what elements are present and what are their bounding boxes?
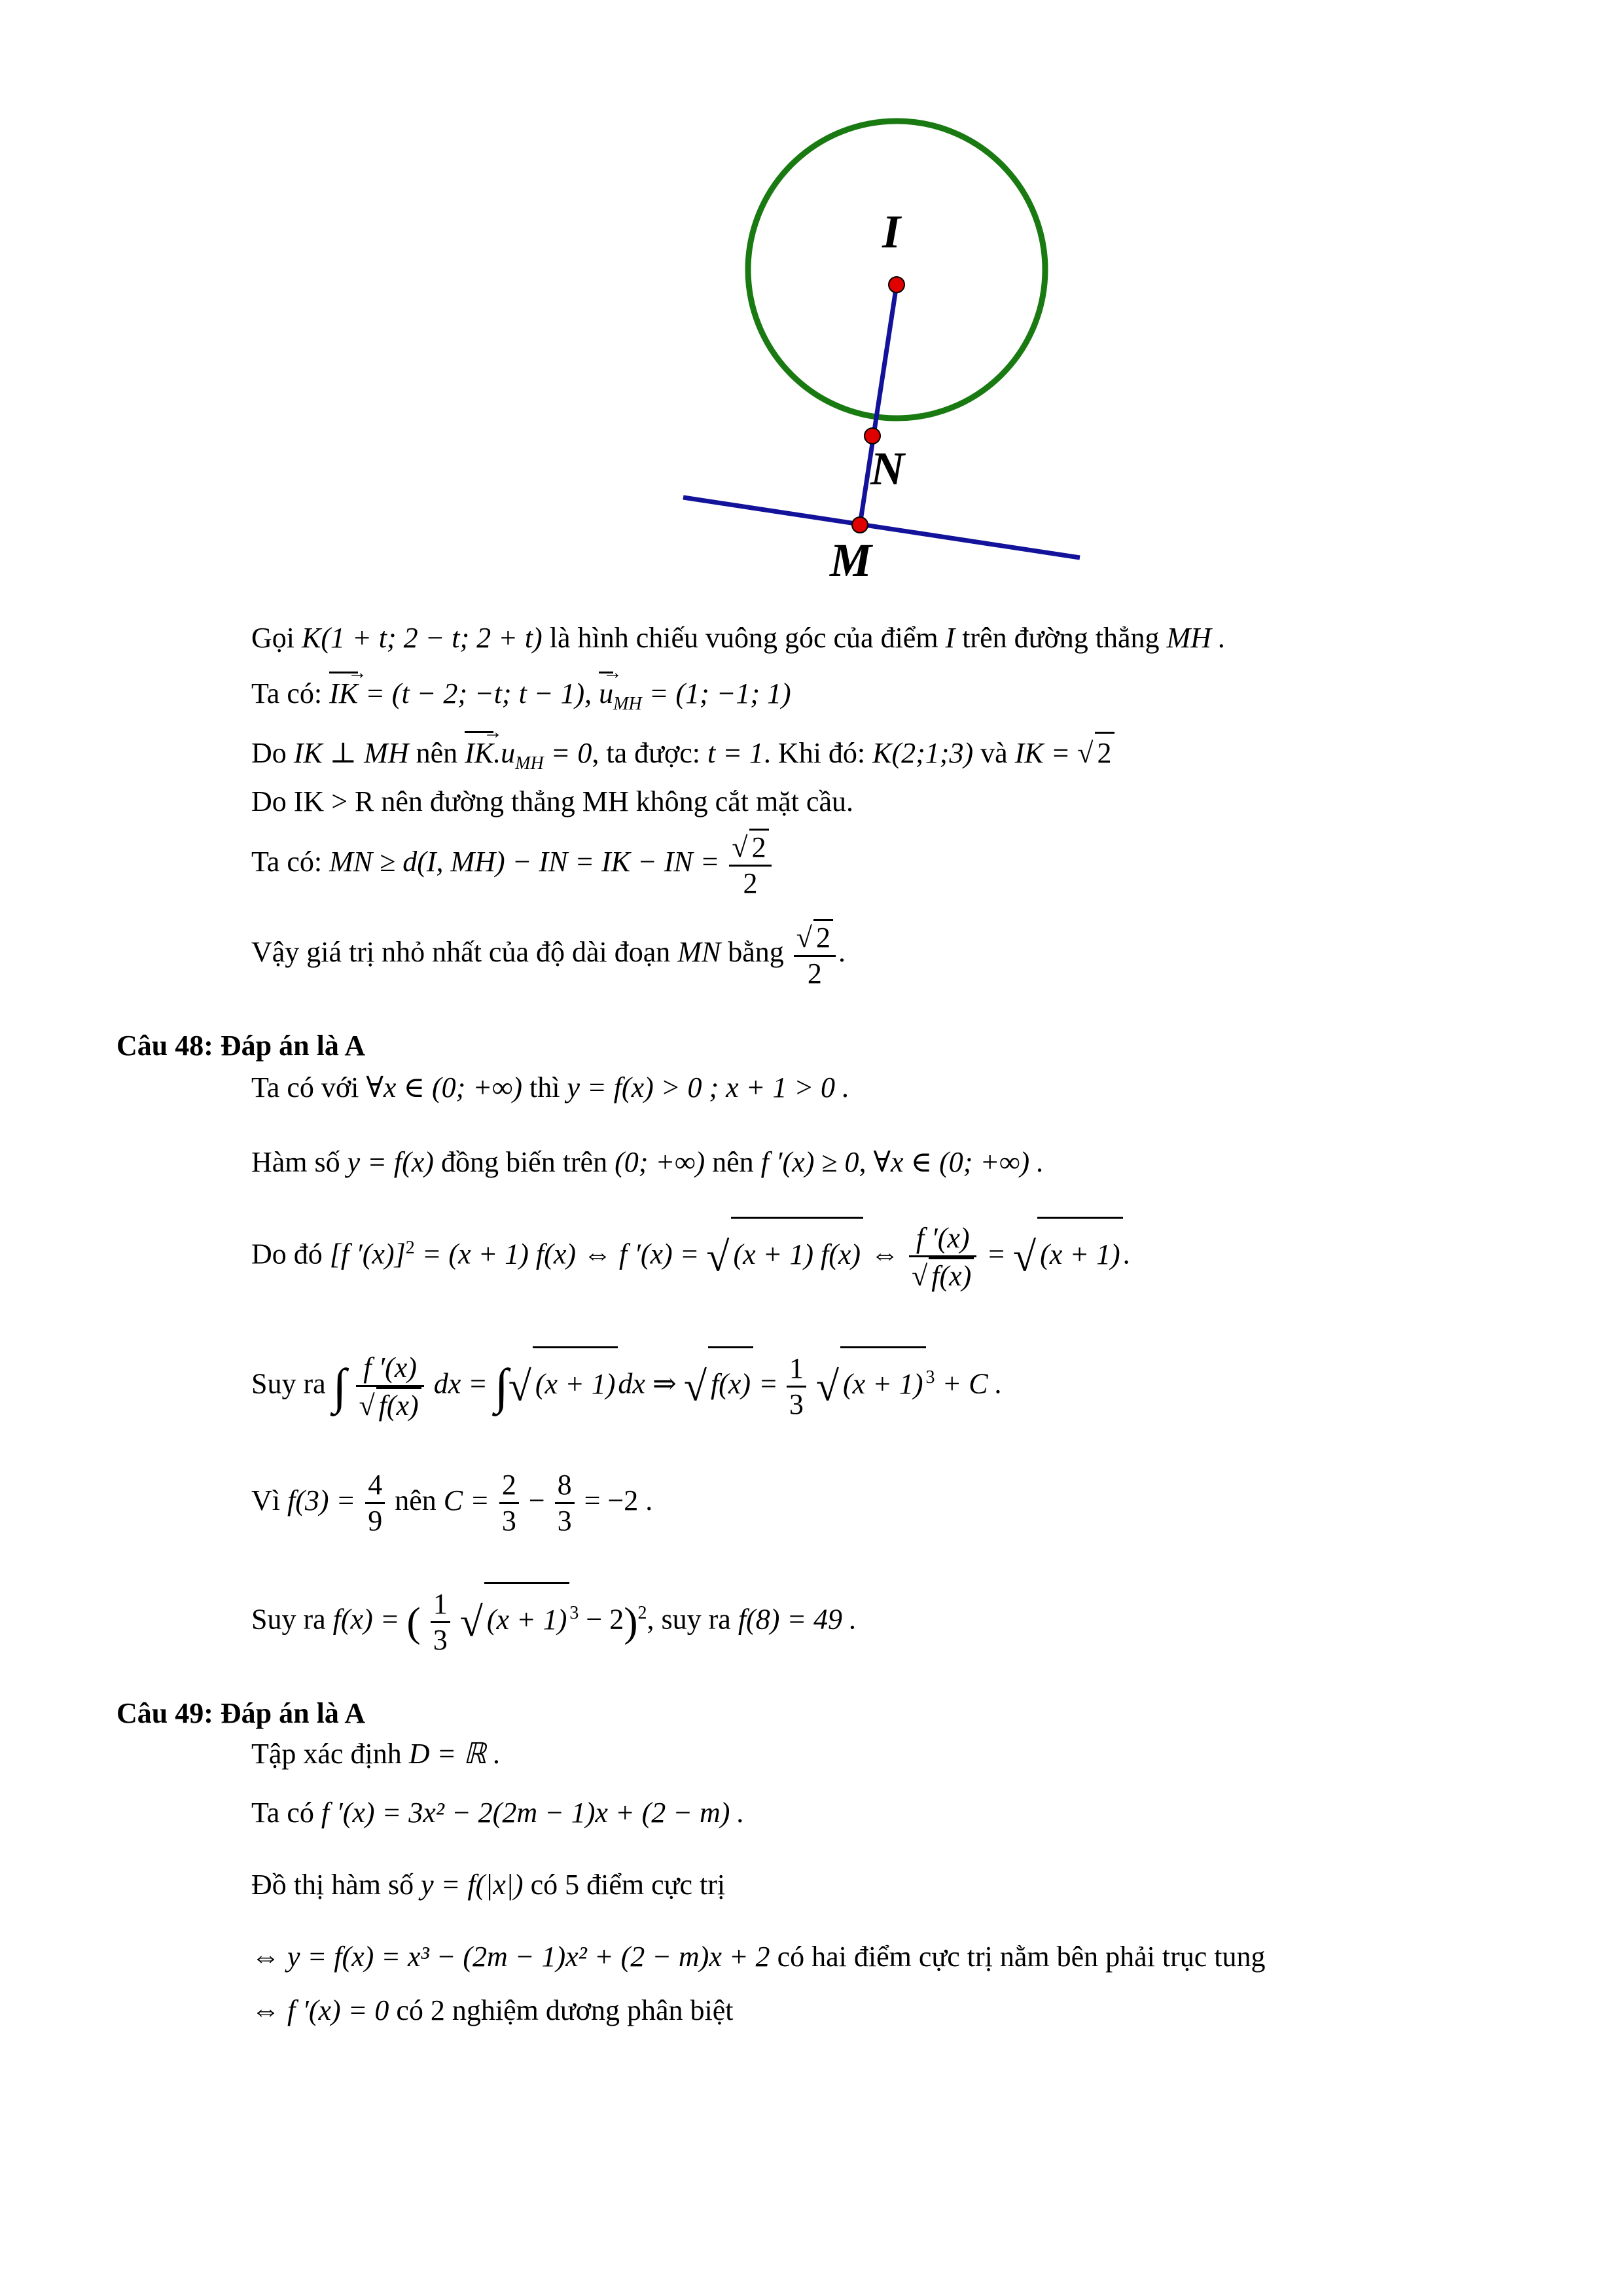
text-line: Do IK ⊥ MH nên IK $\to.u_{MH} = 0$, ta được: t = 1. Khi đó: K(2;1;3) và IK = √ 2 (251, 732, 1115, 783)
text-line: Do đó [f ′(x)]$^2$ = (x + 1) f(x) ⇔ f ′(x) = √ (x + 1) f(x) ⇔ $\frac{f '(x)}{√ f(x)}$ = √ (x + 1). (251, 1212, 1130, 1293)
line-MH (683, 497, 1080, 558)
text-line: Do IK > R nên đường thẳng MH không cắt mặt cầu. (251, 785, 853, 817)
geometry-figure (654, 118, 1113, 602)
text-line: Ta có với ∀x ∈ (0; +∞) thì y = f(x) > 0 ; x + 1 > 0 . (251, 1071, 850, 1103)
text-line: Hàm số y = f(x) đồng biến trên (0; +∞) nên f ′(x) ≥ 0, ∀x ∈ (0; +∞) . (251, 1146, 1044, 1178)
text-line: Ta có: IK → = (t − 2; −t; t − 1), $u \to_{MH} = (1$; −1; 1) (251, 674, 791, 724)
text-line: Ta có: MN ≥ d(I, MH) − IN = IK − IN = $\frac{√ 2}{2}$ (251, 826, 774, 901)
text-line: Gọi K(1 + t; 2 − t; 2 + t) là hình chiếu vuông góc của điểm I trên đường thẳng MH . (251, 622, 1226, 654)
fraction: $\frac{1}{3}$ (431, 1587, 450, 1657)
vector-IK: IK → (329, 674, 358, 713)
text-line: Vậy giá trị nhỏ nhất của độ dài đoạn MN bằng $\frac{√ 2}{2}$ . (251, 916, 846, 991)
fraction: $\frac{8}{3}$ (555, 1468, 575, 1538)
text-line: Tập xác định D = ℝ . (251, 1738, 501, 1770)
vector-u: u → (599, 674, 613, 713)
text-line: Suy ra f(x) = ( $\frac{1}{3}$ √ (x + 1) $^3$ − 2)$^2$, suy ra f(8) = 49 . (251, 1577, 857, 1659)
fraction: $\frac{1}{3}$ (787, 1352, 806, 1422)
math-expr: K(1 + t; 2 − t; 2 + t) (302, 622, 543, 654)
sphere-circle (748, 121, 1045, 418)
question-heading: Câu 48: Đáp án là A (116, 1030, 366, 1062)
point-N (865, 428, 880, 444)
fraction: $\frac{2}{3}$ (499, 1468, 519, 1538)
point-M (852, 517, 868, 533)
vector-IK: IK → (465, 734, 493, 773)
fraction: $\frac{√ 2}{2}$ (794, 919, 836, 991)
fraction: $\frac{4}{9}$ (365, 1468, 385, 1538)
text-line: Vì f(3) = $\frac{4}{9}$ nên C = $\frac{2}{3}$ − $\frac{8}{3}$ = −2 . (251, 1469, 653, 1537)
fraction: $\frac{f '(x)}{√ f(x)}$ (909, 1221, 976, 1293)
fraction: $\frac{f '(x)}{√ f(x)}$ (356, 1351, 423, 1423)
text-line: Suy ra ∫ $\frac{f '(x)}{√ f(x)}$ dx = ∫√ (x + 1)dx ⇒ √ f(x) = $\frac{1}{3}$ √ (x + 1) $^3$ + C . (251, 1342, 1003, 1423)
text-line: Đồ thị hàm số y = f(|x|) có 5 điểm cực trị (251, 1869, 726, 1901)
text-line: ⇔ y = f(x) = x³ − (2m − 1)x² + (2 − m)x + 2 có hai điểm cực trị nằm bên phải trục tung (251, 1941, 1266, 1973)
point-I (889, 277, 904, 293)
text-line: ⇔ f ′(x) = 0 có 2 nghiệm dương phân biệt (251, 1994, 734, 2026)
text-line: Ta có f ′(x) = 3x² − 2(2m − 1)x + (2 − m) . (251, 1797, 745, 1829)
label-M: M (830, 534, 872, 586)
label-N: N (870, 442, 904, 495)
fraction: $\frac{√ 2}{2}$ (729, 829, 771, 901)
question-heading: Câu 49: Đáp án là A (116, 1697, 366, 1729)
label-I: I (882, 206, 901, 258)
